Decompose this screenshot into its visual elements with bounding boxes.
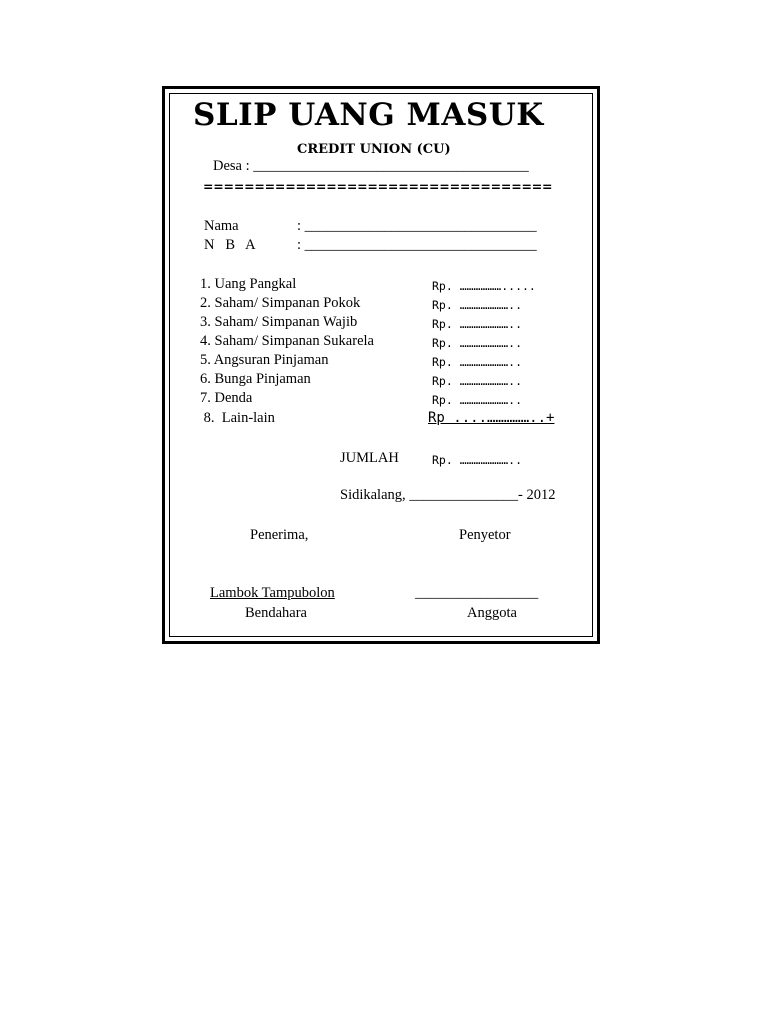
item-label: 6. Bunga Pinjaman	[200, 371, 311, 387]
date-line: Sidikalang, _______________- 2012	[340, 487, 556, 503]
jumlah-label: JUMLAH	[340, 450, 399, 466]
item-amount: Rp. …………………..	[432, 336, 523, 350]
item-amount: Rp. …………………..	[432, 298, 523, 312]
nama-field: : ________________________________	[297, 218, 537, 234]
item-label: 1. Uang Pangkal	[200, 276, 297, 292]
item-amount-total-line: Rp ....……………..+	[428, 410, 555, 426]
item-amount: Rp. …………………..	[432, 374, 523, 388]
nama-label: Nama	[204, 218, 239, 234]
item-label: 8. Lain-lain	[200, 410, 275, 426]
item-label: 4. Saham/ Simpanan Sukarela	[200, 333, 374, 349]
slip-subtitle: CREDIT UNION (CU)	[297, 142, 451, 157]
penyetor-signature-line: _________________	[415, 585, 539, 601]
item-label: 2. Saham/ Simpanan Pokok	[200, 295, 361, 311]
item-amount: Rp. …………………..	[432, 393, 523, 407]
penyetor-role: Anggota	[467, 605, 517, 621]
penerima-name: Lambok Tampubolon	[210, 585, 335, 601]
penerima-role: Bendahara	[245, 605, 307, 621]
item-amount: Rp. …………………..	[432, 355, 523, 369]
item-label: 3. Saham/ Simpanan Wajib	[200, 314, 358, 330]
separator-line: ==================================	[203, 179, 553, 194]
item-amount: Rp. ……………….....	[432, 279, 536, 293]
item-label: 5. Angsuran Pinjaman	[200, 352, 329, 368]
jumlah-amount: Rp. …………………..	[432, 453, 523, 467]
slip-title: SLIP UANG MASUK	[193, 97, 544, 133]
penyetor-label: Penyetor	[459, 527, 511, 543]
penerima-label: Penerima,	[250, 527, 309, 543]
item-label: 7. Denda	[200, 390, 253, 406]
item-amount: Rp. …………………..	[432, 317, 523, 331]
desa-field: Desa : ______________________________________	[213, 158, 529, 174]
nba-label: N B A	[204, 237, 256, 253]
nba-field: : ________________________________	[297, 237, 537, 253]
